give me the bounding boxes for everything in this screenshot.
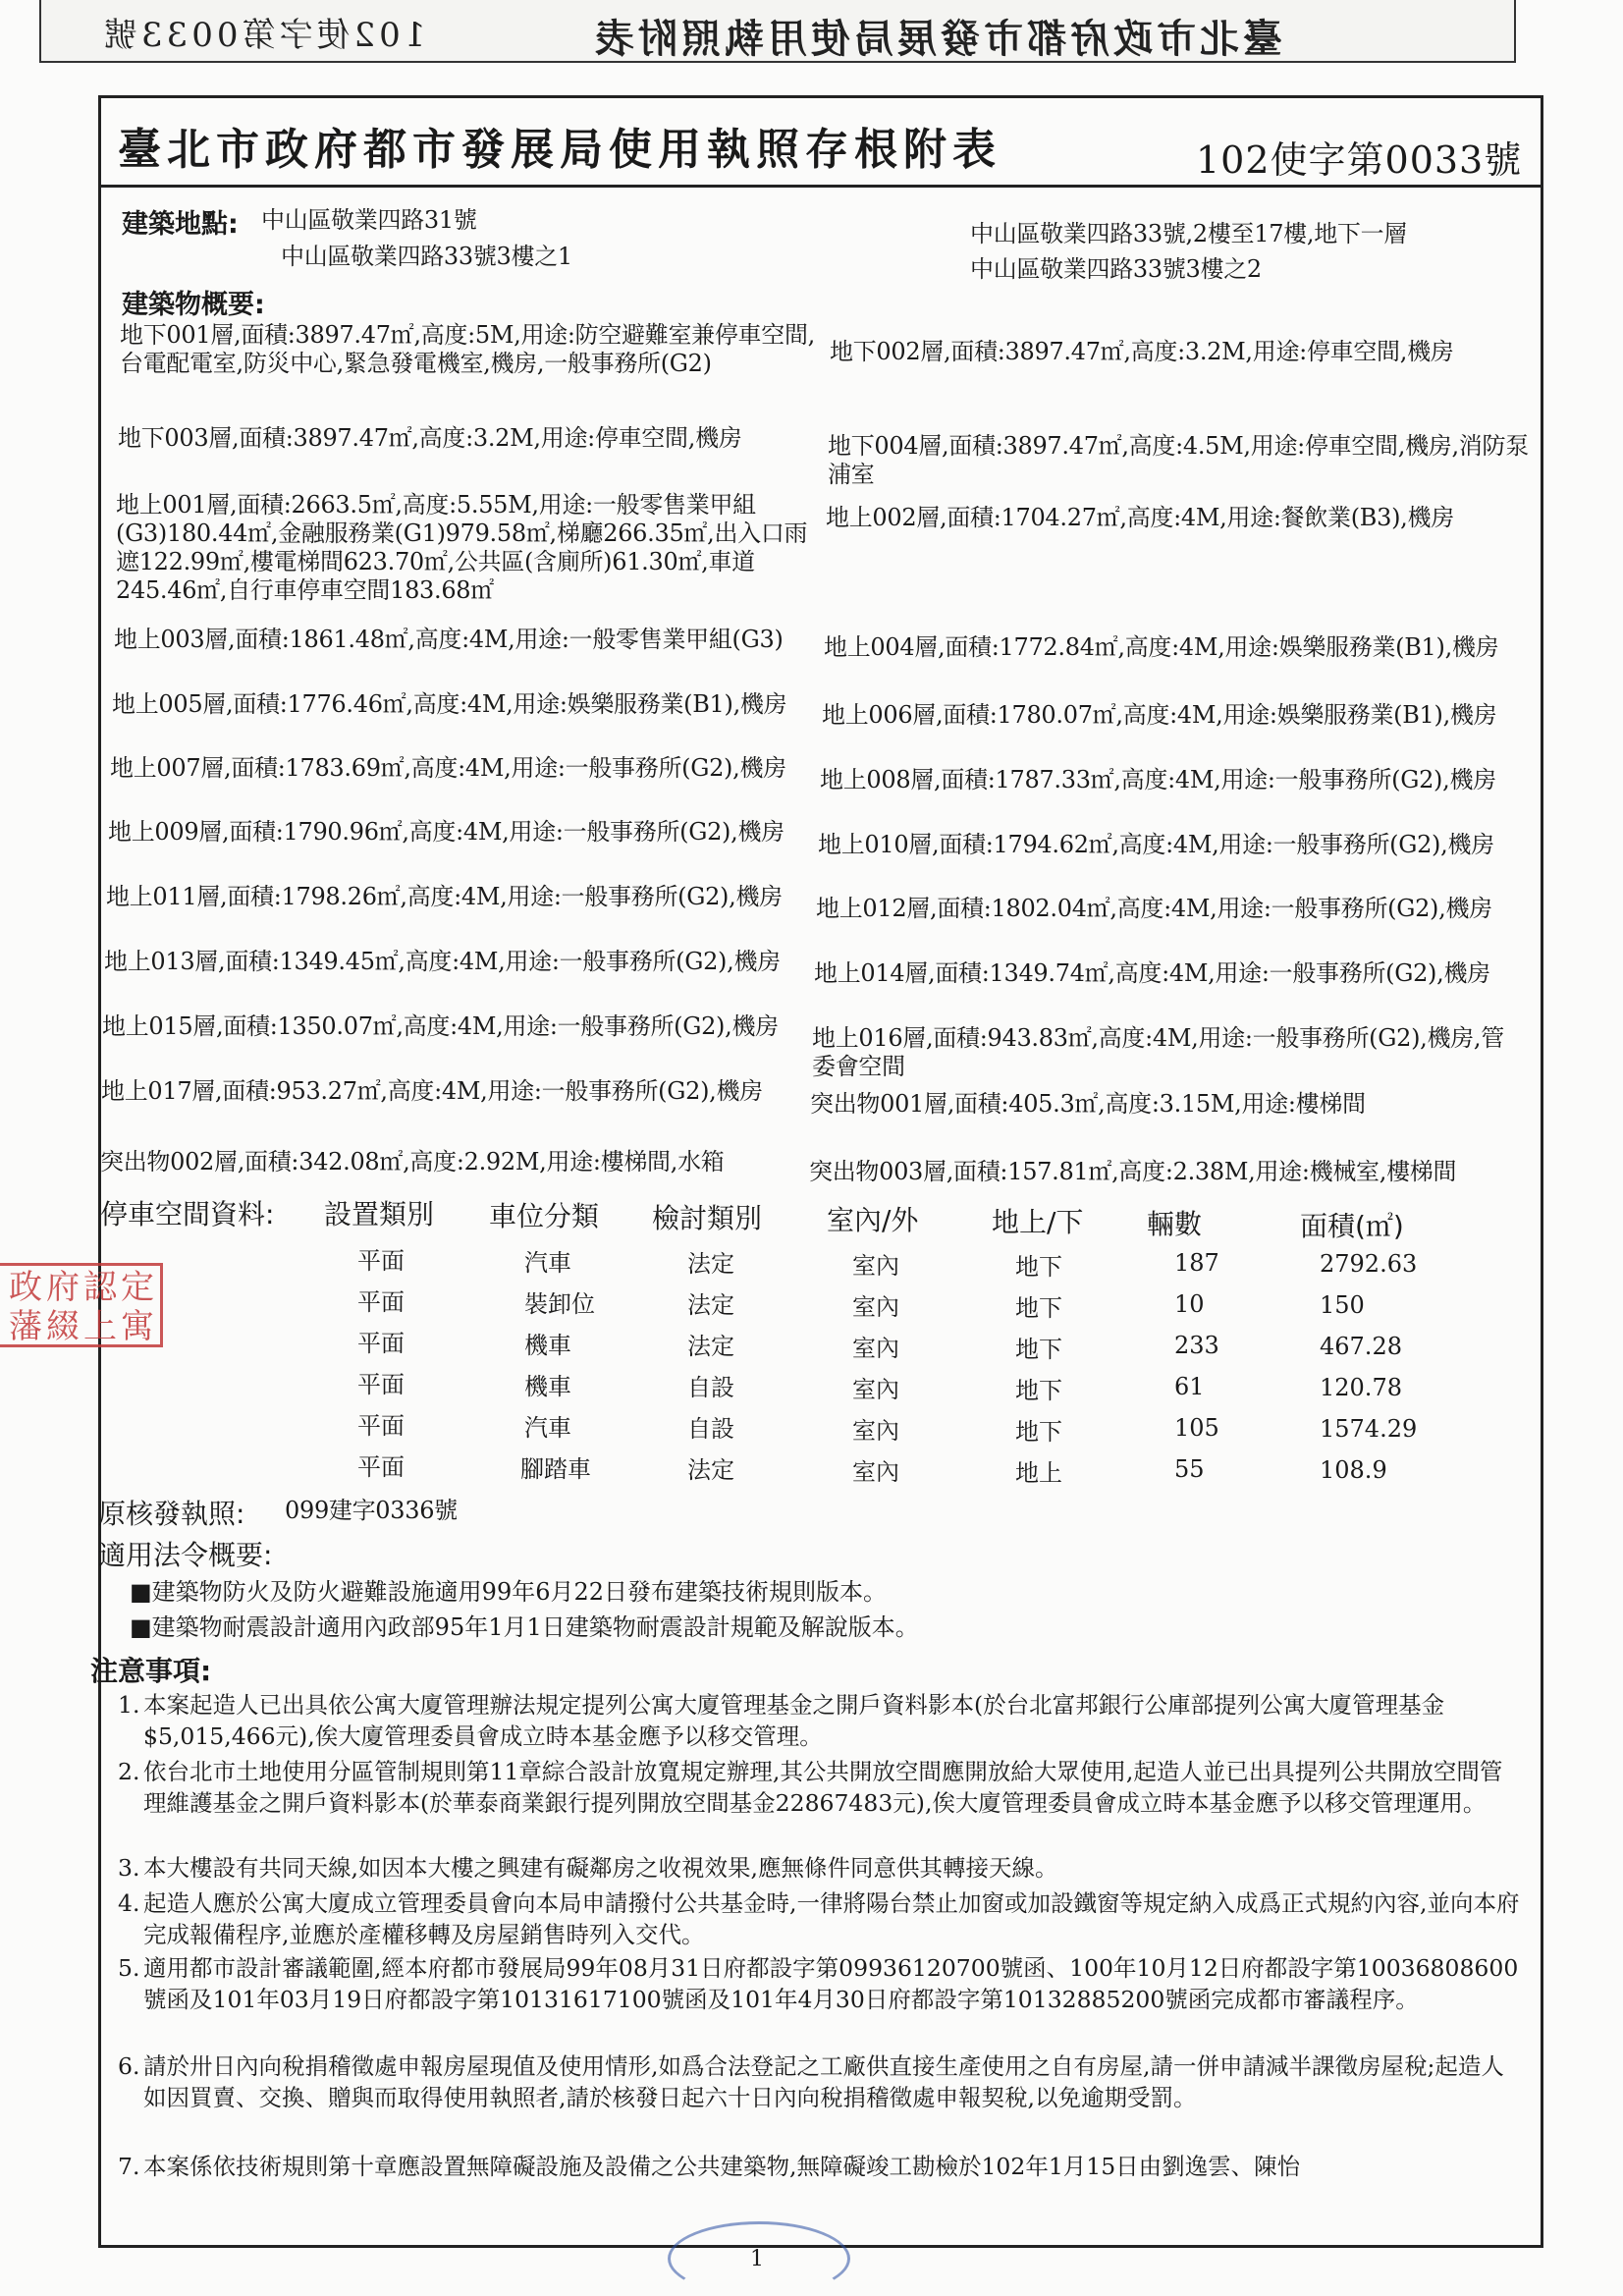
cell-area: 120.78: [1320, 1374, 1402, 1401]
page-number: 1: [750, 2247, 764, 2271]
cell-level: 地上: [1015, 1459, 1062, 1487]
seal-glyph: 藩: [9, 1307, 40, 1346]
cell-area: 2792.63: [1320, 1250, 1418, 1278]
cell-level: 地下: [1015, 1418, 1062, 1446]
cell-count: 233: [1174, 1332, 1219, 1359]
cell-type: 平面: [357, 1412, 405, 1440]
note-number: 1.: [118, 1691, 140, 1719]
parking-col-area: 面積(㎡): [1300, 1210, 1404, 1242]
overview-right-9: 地上014層,面積:1349.74㎡,高度:4M,用途:一般事務所(G2),機房: [814, 959, 1490, 987]
overview-left-9: 地上013層,面積:1349.45㎡,高度:4M,用途:一般事務所(G2),機房: [104, 948, 781, 975]
note-text: 依台北市土地使用分區管制規則第11章綜合設計放寬規定辦理,其公共開放空間應開放給大眾使用,起造人並已出具提列公共開放空間管理維護基金之開戶資料影本(於華泰商業銀行提列開放空間基金22867483元),俟大廈管理委員會成立時本基金應予以移交管理運用。: [143, 1758, 1503, 1817]
cell-class: 腳踏車: [520, 1455, 591, 1483]
mirrored-permit: 102使字第0033號: [100, 16, 426, 55]
parking-label: 停車空間資料:: [100, 1198, 275, 1230]
official-seal-stamp: [0, 1263, 163, 1347]
overview-right-7: 地上010層,面積:1794.62㎡,高度:4M,用途:一般事務所(G2),機房: [818, 831, 1494, 858]
page-title: 臺北市政府都市發展局使用執照存根附表: [118, 125, 1001, 175]
cell-indoor: 室內: [852, 1417, 899, 1445]
overview-right-3: 地上002層,面積:1704.27㎡,高度:4M,用途:餐飲業(B3),機房: [826, 504, 1454, 531]
overview-left-7: 地上009層,面積:1790.96㎡,高度:4M,用途:一般事務所(G2),機房: [108, 818, 784, 846]
cell-indoor: 室內: [852, 1252, 899, 1280]
overview-right-11: 突出物001層,面積:405.3㎡,高度:3.15M,用途:樓梯間: [810, 1090, 1366, 1118]
parking-col-level: 地上/下: [992, 1206, 1084, 1238]
parking-col-count: 輛數: [1147, 1208, 1203, 1240]
cell-count: 187: [1174, 1249, 1219, 1277]
overview-right-10: 地上016層,面積:943.83㎡,高度:4M,用途:一般事務所(G2),機房,管委會空間: [812, 1024, 1504, 1080]
overview-left-8: 地上011層,面積:1798.26㎡,高度:4M,用途:一般事務所(G2),機房: [106, 883, 783, 910]
list-item: [118, 1689, 1522, 1752]
cell-review: 法定: [687, 1456, 734, 1484]
seal-glyph: 上: [83, 1307, 115, 1346]
note-number: 4.: [118, 1889, 140, 1917]
bleed-through-header: [39, 0, 1516, 63]
overview-left-5: 地上005層,面積:1776.46㎡,高度:4M,用途:娛樂服務業(B1),機房: [112, 690, 787, 718]
note-text: 本案起造人已出具依公寓大廈管理辦法規定提列公寓大廈管理基金之開戶資料影本(於台北富邦銀行公庫部提列公寓大廈管理基金$5,015,466元),俟大廈管理委員會成立時本基金應予以移交管理。: [143, 1691, 1445, 1750]
permit-number: 102使字第0033號: [1196, 138, 1523, 182]
note-text: 起造人應於公寓大廈成立管理委員會向本局申請撥付公共基金時,一律將陽台禁止加窗或加設鐵窗等規定納入成爲正式規約內容,並向本府完成報備程序,並應於產權移轉及房屋銷售時列入交代。: [143, 1889, 1520, 1948]
cell-type: 平面: [357, 1330, 405, 1357]
cell-indoor: 室內: [852, 1458, 899, 1486]
cell-area: 108.9: [1320, 1456, 1387, 1484]
cell-area: 467.28: [1320, 1333, 1402, 1360]
overview-right-1: 地下002層,面積:3897.47㎡,高度:3.2M,用途:停車空間,機房: [830, 338, 1454, 365]
cell-indoor: 室內: [852, 1293, 899, 1321]
cell-type: 平面: [357, 1247, 405, 1275]
overview-left-1: 地下001層,面積:3897.47㎡,高度:5M,用途:防空避難室兼停車空間,台電配電室,防災中心,緊急發電機室,機房,一般事務所(G2): [120, 321, 815, 377]
cell-level: 地下: [1015, 1377, 1062, 1404]
overview-left-6: 地上007層,面積:1783.69㎡,高度:4M,用途:一般事務所(G2),機房: [110, 754, 786, 782]
parking-col-class: 車位分類: [489, 1200, 600, 1232]
list-item: [118, 2050, 1522, 2113]
overview-left-12: 突出物002層,面積:342.08㎡,高度:2.92M,用途:樓梯間,水箱: [100, 1148, 725, 1175]
notes-label: 注意事項:: [90, 1655, 212, 1687]
cell-class: 機車: [524, 1332, 571, 1359]
list-item: [118, 2151, 1522, 2182]
overview-left-2: 地下003層,面積:3897.47㎡,高度:3.2M,用途:停車空間,機房: [118, 424, 742, 452]
list-item: [118, 1756, 1522, 1819]
note-number: 7.: [118, 2153, 140, 2180]
cell-area: 1574.29: [1320, 1415, 1418, 1443]
cell-count: 55: [1174, 1455, 1205, 1483]
overview-right-4: 地上004層,面積:1772.84㎡,高度:4M,用途:娛樂服務業(B1),機房: [824, 633, 1499, 661]
overview-left-3: 地上001層,面積:2663.5㎡,高度:5.55M,用途:一般零售業甲組(G3)180.44㎡,金融服務業(G1)979.58㎡,梯廳266.35㎡,出入口雨遮122.99㎡,樓電梯間623.70㎡,公共區(含廁所)61.30㎡,車道245.46㎡,自行車停車空間183.68㎡: [116, 491, 808, 604]
cell-indoor: 室內: [852, 1376, 899, 1403]
site-right-2: 中山區敬業四路33號3樓之2: [970, 255, 1262, 283]
note-text: 適用都市設計審議範圍,經本府都市發展局99年08月31日府都設字第09936120700號函、100年10月12日府都設字第10036808600號函及101年03月19日府都設字第10131617100號函及101年4月30日府都設字第10132885200號函完成都市審議程序。: [143, 1954, 1519, 2013]
cell-review: 法定: [687, 1333, 734, 1360]
parking-col-review: 檢討類別: [652, 1202, 763, 1234]
overview-left-4: 地上003層,面積:1861.48㎡,高度:4M,用途:一般零售業甲組(G3): [114, 626, 784, 653]
law-item-1: ■建築物防火及防火避難設施適用99年6月22日發布建築技術規則版本。: [130, 1578, 888, 1606]
seal-glyph: 府: [46, 1268, 78, 1307]
overview-label: 建築物概要:: [122, 290, 265, 320]
list-item: [118, 1887, 1522, 1950]
site-left-1: 中山區敬業四路31號: [261, 206, 477, 234]
cell-class: 裝卸位: [524, 1290, 595, 1318]
list-item: [118, 1852, 1522, 1884]
note-text: 本大樓設有共同天線,如因本大樓之興建有礙鄰房之收視效果,應無條件同意供其轉接天線。: [143, 1854, 1058, 1882]
list-item: [118, 1952, 1522, 2015]
seal-glyph: 綴: [46, 1307, 78, 1346]
cell-count: 105: [1174, 1414, 1219, 1442]
cell-level: 地下: [1015, 1253, 1062, 1281]
overview-right-12: 突出物003層,面積:157.81㎡,高度:2.38M,用途:機械室,樓梯間: [809, 1158, 1457, 1185]
cell-area: 150: [1320, 1291, 1365, 1319]
original-license-label: 原核發執照:: [98, 1498, 245, 1530]
cell-review: 法定: [687, 1291, 734, 1319]
site-right-1: 中山區敬業四路33號,2樓至17樓,地下一層: [970, 220, 1408, 247]
cell-count: 10: [1174, 1290, 1205, 1318]
cell-level: 地下: [1015, 1336, 1062, 1363]
cell-class: 汽車: [524, 1249, 571, 1277]
cell-indoor: 室內: [852, 1335, 899, 1362]
cell-class: 機車: [524, 1373, 571, 1400]
cell-type: 平面: [357, 1371, 405, 1398]
note-number: 6.: [118, 2052, 140, 2080]
note-text: 本案係依技術規則第十章應設置無障礙設施及設備之公共建築物,無障礙竣工勘檢於102年1月15日由劉逸雲、陳怡: [143, 2153, 1301, 2180]
seal-glyph: 政: [9, 1268, 40, 1307]
note-number: 5.: [118, 1954, 140, 1982]
cell-level: 地下: [1015, 1294, 1062, 1322]
seal-glyph: 認: [83, 1268, 115, 1307]
note-text: 請於卅日內向稅捐稽徵處申報房屋現值及使用情形,如爲合法登記之工廠供直接生產使用之自有房屋,請一併申請減半課徵房屋稅;起造人如因買賣、交換、贈與而取得使用執照者,請於核發日起六十日內向稅捐稽徵處申報契稅,以免逾期受罰。: [143, 2052, 1504, 2111]
law-item-2: ■建築物耐震設計適用內政部95年1月1日建築物耐震設計規範及解說版本。: [130, 1613, 919, 1641]
cell-type: 平面: [357, 1288, 405, 1316]
original-license-value: 099建字0336號: [285, 1497, 458, 1524]
overview-right-2: 地下004層,面積:3897.47㎡,高度:4.5M,用途:停車空間,機房,消防泵浦室: [828, 432, 1529, 488]
site-label: 建築地點:: [122, 209, 239, 240]
overview-left-11: 地上017層,面積:953.27㎡,高度:4M,用途:一般事務所(G2),機房: [101, 1077, 763, 1105]
mirrored-title: 臺北市政府都市發展局使用執照附表: [591, 16, 1282, 62]
overview-right-5: 地上006層,面積:1780.07㎡,高度:4M,用途:娛樂服務業(B1),機房: [822, 701, 1497, 729]
overview-right-6: 地上008層,面積:1787.33㎡,高度:4M,用途:一般事務所(G2),機房: [820, 766, 1496, 793]
header-divider: [98, 185, 1543, 188]
site-left-2: 中山區敬業四路33號3樓之1: [281, 243, 572, 270]
seal-glyph: 定: [121, 1268, 152, 1307]
parking-col-indoor: 室內/外: [827, 1204, 919, 1236]
overview-right-8: 地上012層,面積:1802.04㎡,高度:4M,用途:一般事務所(G2),機房: [816, 895, 1492, 922]
laws-label: 適用法令概要:: [98, 1539, 273, 1571]
seal-glyph: 寓: [121, 1307, 152, 1346]
cell-count: 61: [1174, 1373, 1205, 1400]
parking-col-type: 設置類別: [324, 1198, 435, 1230]
note-number: 2.: [118, 1758, 140, 1785]
note-number: 3.: [118, 1854, 140, 1882]
cell-review: 自設: [687, 1415, 734, 1443]
cell-review: 自設: [687, 1374, 734, 1401]
overview-left-10: 地上015層,面積:1350.07㎡,高度:4M,用途:一般事務所(G2),機房: [102, 1012, 779, 1040]
cell-type: 平面: [357, 1453, 405, 1481]
cell-class: 汽車: [524, 1414, 571, 1442]
cell-review: 法定: [687, 1250, 734, 1278]
